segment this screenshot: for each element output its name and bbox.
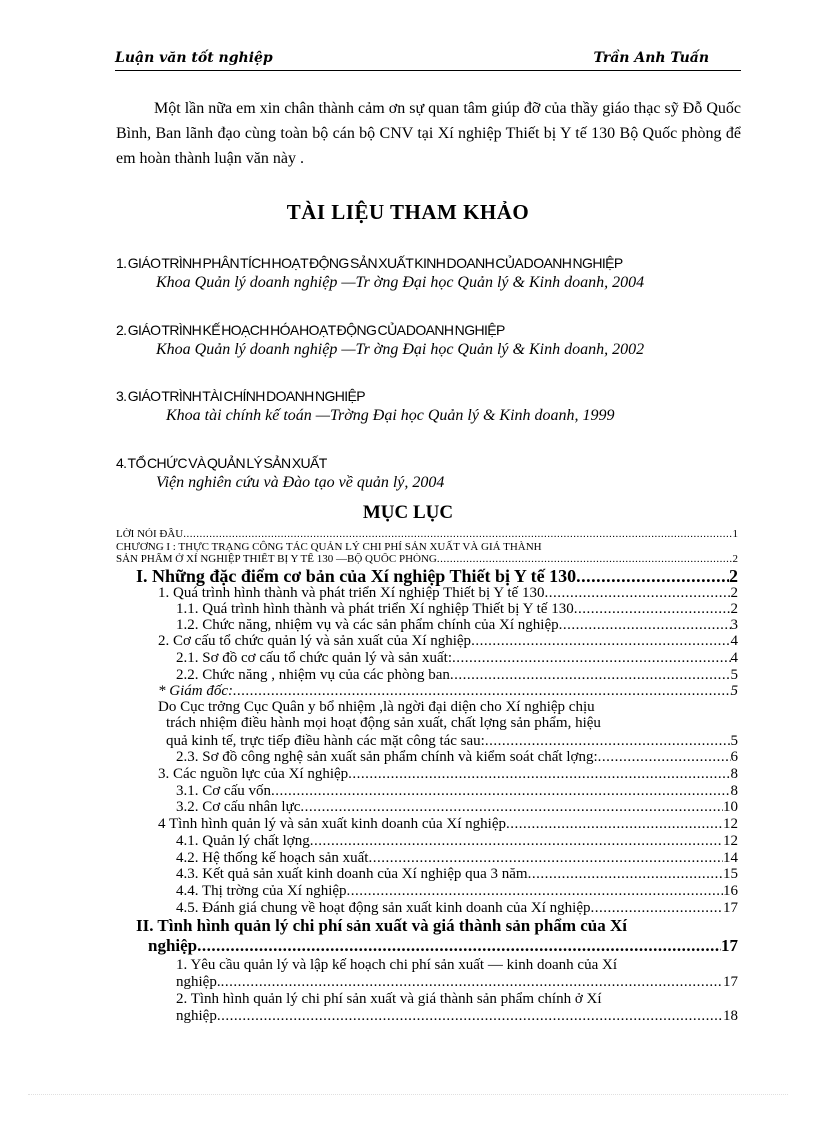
toc-entry[interactable]: 4.3. Kết quả sản xuất kinh doanh của Xí nghiệp qua 3 năm ..... 15	[176, 866, 738, 883]
reference-source: Khoa Quản lý doanh nghiệp —Tr ờng Đại học Quản lý & Kinh doanh, 2002	[156, 341, 645, 358]
reference-item	[116, 255, 741, 292]
toc-entry-paragraph[interactable]: Do Cục trởng Cục Quân y bổ nhiệm ,là ngời đại diện cho Xí nghiệp chịu trách nhiệm điều hành mọi hoạt động sản xuất, chất lợng sản phẩm, hiệu	[158, 699, 601, 731]
toc-entry[interactable]: 2.1. Sơ đồ cơ cấu tổ chức quản lý và sản xuất: ..... 4	[176, 650, 738, 667]
reference-source: Khoa Quản lý doanh nghiệp —Tr ờng Đại học Quản lý & Kinh doanh, 2004	[156, 274, 645, 291]
page-bottom-rule	[28, 1094, 788, 1095]
reference-source: Khoa tài chính kế toán —Trờng Đại học Quản lý & Kinh doanh, 1999	[166, 407, 615, 424]
toc-entry[interactable]: 4.4. Thị trờng của Xí nghiệp ..... 16	[176, 883, 738, 900]
toc-entry[interactable]: 2.3. Sơ đồ công nghệ sản xuất sản phẩm chính và kiểm soát chất lợng: ..... 6	[176, 749, 738, 766]
acknowledgement-paragraph: Một lần nữa em xin chân thành cảm ơn sự quan tâm giúp đỡ của thầy giáo thạc sỹ Đỗ Quốc Bình, Ban lãnh đạo cùng toàn bộ cán bộ CNV tại Xí nghiệp Thiết bị Y tế 130 Bộ Quốc phòng để em hoàn thành luận văn này .	[116, 100, 741, 167]
toc-entry[interactable]: LỜI NÓI ĐẦU ..... 1	[116, 528, 738, 540]
toc-entry[interactable]: nghiệp ..... 17	[148, 936, 738, 956]
toc-entry[interactable]: * Giám đốc: ..... 5	[158, 683, 738, 700]
toc-entry[interactable]: nghiệp. ..... 17	[176, 974, 738, 991]
toc-entry[interactable]: SẢN PHẨM Ở XÍ NGHIỆP THIẾT BỊ Y TẾ 130 —BỘ QUỐC PHÒNG ..... 2	[116, 553, 738, 565]
toc-entry[interactable]: 4.2. Hệ thống kế hoạch sản xuất ..... 14	[176, 850, 738, 867]
reference-item	[116, 388, 741, 425]
header-right: Trần Anh Tuấn	[593, 50, 709, 66]
toc-entry-paragraph[interactable]: 1. Yêu cầu quản lý và lập kế hoạch chi phí sản xuất — kinh doanh của Xí	[176, 957, 617, 973]
toc-entry[interactable]: 1. Quá trình hình thành và phát triển Xí nghiệp Thiết bị Y tế 130 ..... 2	[158, 585, 738, 602]
toc-entry[interactable]: 1.2. Chức năng, nhiệm vụ và các sản phẩm chính của Xí nghiệp ..... 3	[176, 617, 738, 634]
reference-title: 3. GIÁO TRÌNH TÀI CHÍNH DOANH NGHIỆP	[116, 388, 366, 404]
page-header	[115, 48, 741, 71]
reference-title: 2. GIÁO TRÌNH KẾ HOẠCH HÓA HOẠT ĐỘNG CỦA DOANH NGHIỆP	[116, 322, 505, 338]
toc-entry[interactable]: I. Những đặc điểm cơ bản của Xí nghiệp Thiết bị Y tế 130 ..... 2	[136, 566, 738, 587]
toc-entry[interactable]: 3.2. Cơ cấu nhân lực ..... 10	[176, 799, 738, 816]
toc-entry[interactable]: 4.5. Đánh giá chung về hoạt động sản xuất kinh doanh của Xí nghiệp ..... 17	[176, 900, 738, 917]
references-title: TÀI LIỆU THAM KHẢO	[286, 200, 530, 224]
toc-title: MỤC LỤC	[362, 502, 454, 523]
toc-entry-paragraph[interactable]: 2. Tình hình quản lý chi phí sản xuất và giá thành sản phẩm chính ở Xí	[176, 991, 602, 1007]
toc-entry[interactable]: quả kinh tế, trực tiếp điều hành các mặt công tác sau: ..... 5	[166, 733, 738, 750]
toc-entry[interactable]: 1.1. Quá trình hình thành và phát triển Xí nghiệp Thiết bị Y tế 130 ..... 2	[176, 601, 738, 618]
reference-title: 4. TỔ CHỨC VÀ QUẢN LÝ SẢN XUẤT	[116, 455, 327, 471]
toc-entry[interactable]: 2. Cơ cấu tổ chức quản lý và sản xuất của Xí nghiệp ..... 4	[158, 633, 738, 650]
reference-item	[116, 455, 741, 492]
header-left: Luận văn tốt nghiệp	[115, 50, 273, 66]
toc-entry[interactable]: 3. Các nguồn lực của Xí nghiệp ..... 8	[158, 766, 738, 783]
toc-entry[interactable]: 4 Tình hình quản lý và sản xuất kinh doanh của Xí nghiệp ..... 12	[158, 816, 738, 833]
toc-entry[interactable]: 3.1. Cơ cấu vốn ..... 8	[176, 783, 738, 800]
toc-entry[interactable]: 2.2. Chức năng , nhiệm vụ của các phòng ban ..... 5	[176, 667, 738, 684]
toc-entry[interactable]: 4.1. Quản lý chất lợng ..... 12	[176, 833, 738, 850]
toc-entry-chapter[interactable]: CHƯƠNG I : THỰC TRẠNG CÔNG TÁC QUẢN LÝ CHI PHÍ SẢN XUẤT VÀ GIÁ THÀNH	[116, 541, 542, 553]
reference-source: Viện nghiên cứu và Đào tạo về quản lý, 2004	[156, 474, 445, 491]
reference-item	[116, 322, 741, 359]
toc-entry-section[interactable]: II. Tình hình quản lý chi phí sản xuất và giá thành sản phẩm của Xí	[136, 916, 627, 935]
toc-entry[interactable]: nghiệp ..... 18	[176, 1008, 738, 1025]
reference-title: 1. GIÁO TRÌNH PHÂN TÍCH HOẠT ĐỘNG SẢN XUẤT KINH DOANH CỦA DOANH NGHIỆP	[116, 255, 623, 271]
